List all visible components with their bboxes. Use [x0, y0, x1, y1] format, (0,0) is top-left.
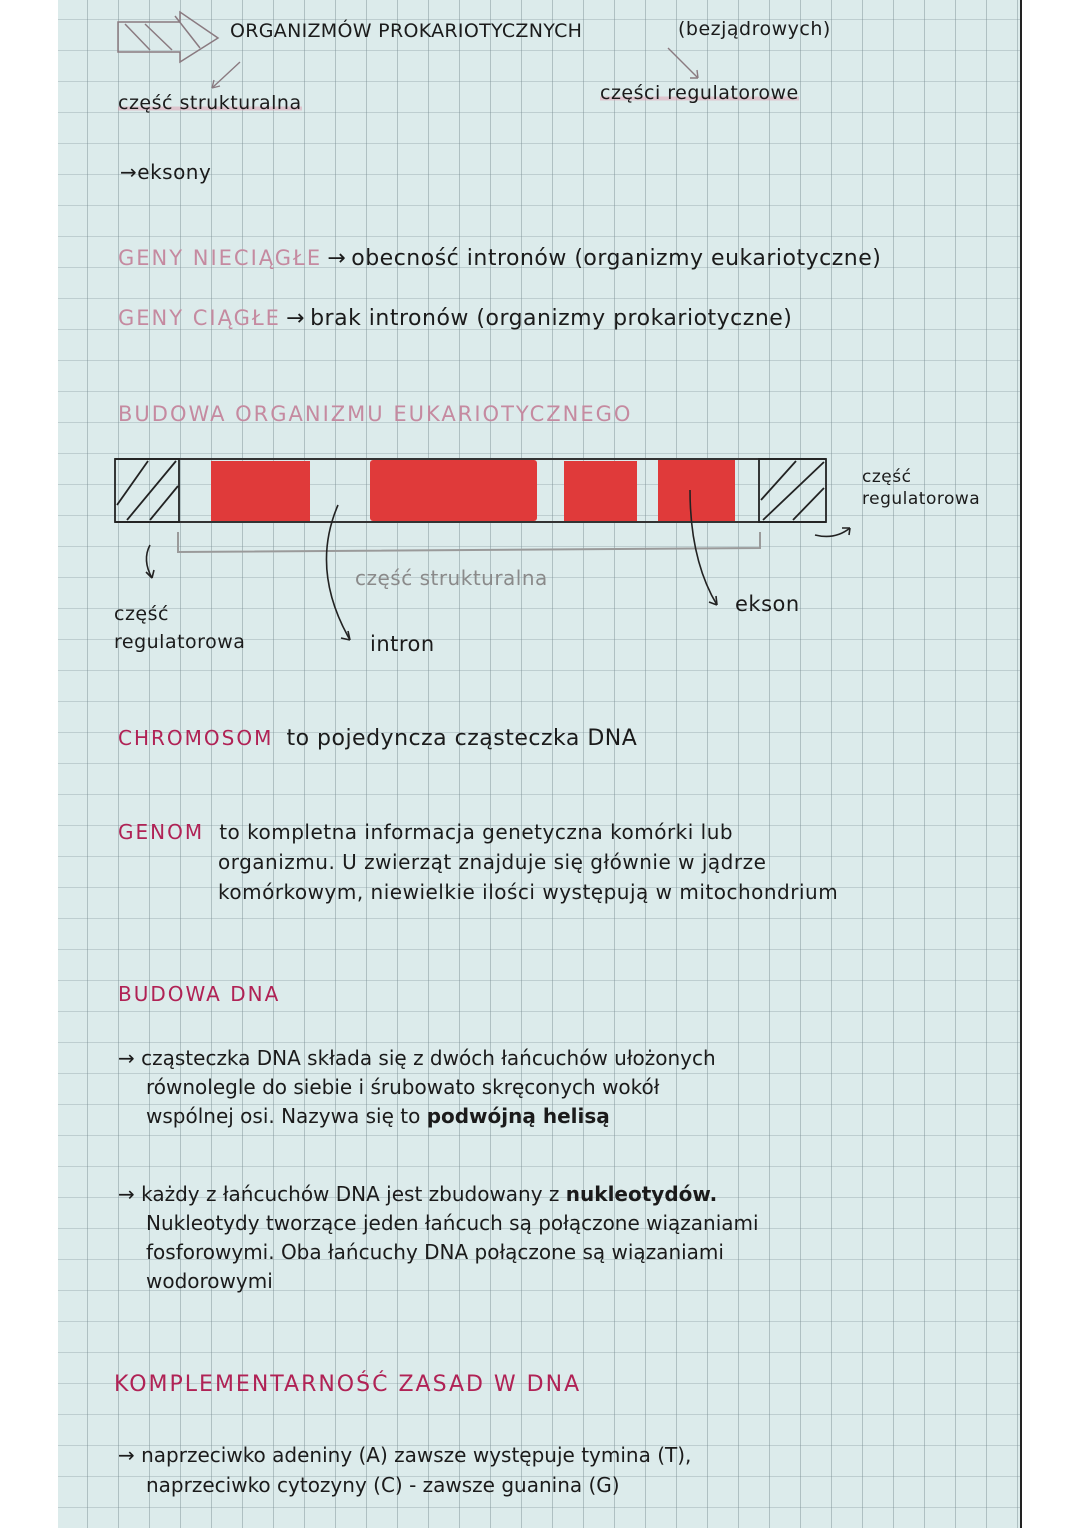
- arrow-icon: [326, 505, 350, 640]
- eukaryote-heading: BUDOWA ORGANIZMU EUKARIOTYCZNEGO: [118, 402, 633, 426]
- dna-structure-heading: BUDOWA DNA: [118, 982, 281, 1006]
- discontinuous-genes-definition: obecność intronów (organizmy eukariotyczne): [351, 246, 882, 271]
- hatched-arrow-icon: [118, 12, 218, 62]
- discontinuous-genes-row: [118, 246, 881, 271]
- left-regulatory-label: część regulatorowa: [114, 603, 246, 653]
- exon-block: [370, 460, 537, 521]
- double-helix-term: podwójną helisą: [426, 1104, 610, 1128]
- structural-bracket: [178, 532, 760, 552]
- arrow-icon: →: [120, 160, 138, 184]
- structural-part-bracket-label: część strukturalna: [355, 566, 548, 590]
- dna-bullet-1: → cząsteczka DNA składa się z dwóch łańcuchów ułożonych równolegle do siebie i śrubowato skręconych wokół wspólnej osi. Nazywa się to podwójną helisą: [118, 1046, 716, 1128]
- chromosome-term: CHROMOSOM: [118, 726, 274, 750]
- regulatory-parts-label: części regulatorowe: [600, 82, 799, 104]
- arrow-icon: [815, 528, 850, 536]
- prokaryote-title-note: (bezjądrowych): [678, 18, 831, 40]
- chromosome-definition: CHROMOSOM to pojedyncza cząsteczka DNA: [118, 726, 638, 751]
- arrow-icon: [668, 48, 698, 78]
- discontinuous-genes-term: GENY NIECIĄGŁE: [118, 246, 323, 270]
- dna-bullet-2: → każdy z łańcuchów DNA jest zbudowany z nukleotydów. Nukleotydy tworzące jeden łańcuch są połączone wiązaniami fosforowymi. Oba łańcuchy DNA połączone są wiązaniami wodorowymi: [118, 1182, 759, 1293]
- regulatory-region-right: [759, 459, 826, 522]
- complementarity-rule: → naprzeciwko adeniny (A) zawsze występuje tymina (T), naprzeciwko cytozyny (C) - zawsze guanina (G): [118, 1443, 692, 1497]
- arrow-icon: →: [327, 246, 347, 271]
- prokaryote-title: ORGANIZMÓW PROKARIOTYCZNYCH: [230, 20, 583, 42]
- structural-part-label: część strukturalna: [118, 92, 302, 114]
- intron-label: intron: [370, 632, 435, 656]
- genome-line-3: komórkowym, niewielkie ilości występują w mitochondrium: [218, 880, 839, 904]
- arrow-icon: [212, 62, 240, 88]
- arrow-icon: →: [118, 1046, 135, 1070]
- continuous-genes-row: [118, 306, 792, 331]
- right-regulatory-label: część regulatorowa: [862, 467, 981, 509]
- genome-definition: GENOM to kompletna informacja genetyczna komórki lub: [118, 820, 734, 844]
- exon-block: [564, 461, 637, 521]
- regulatory-region-left: [115, 459, 179, 522]
- exons-note: →eksony: [120, 160, 212, 184]
- nucleotides-term: nukleotydów.: [565, 1182, 718, 1206]
- continuous-genes-term: GENY CIĄGŁE: [118, 306, 281, 330]
- continuous-genes-definition: brak intronów (organizmy prokariotyczne): [310, 306, 793, 331]
- exon-label: ekson: [735, 592, 800, 616]
- arrow-icon: →: [118, 1182, 135, 1206]
- exon-block: [211, 461, 310, 521]
- arrow-icon: →: [286, 306, 305, 331]
- genome-term: GENOM: [118, 820, 205, 844]
- arrow-icon: →: [118, 1443, 135, 1467]
- exon-block: [658, 460, 735, 521]
- complementarity-heading: KOMPLEMENTARNOŚĆ ZASAD W DNA: [114, 1372, 582, 1397]
- genome-line-2: organizmu. U zwierząt znajduje się głównie w jądrze: [218, 850, 767, 874]
